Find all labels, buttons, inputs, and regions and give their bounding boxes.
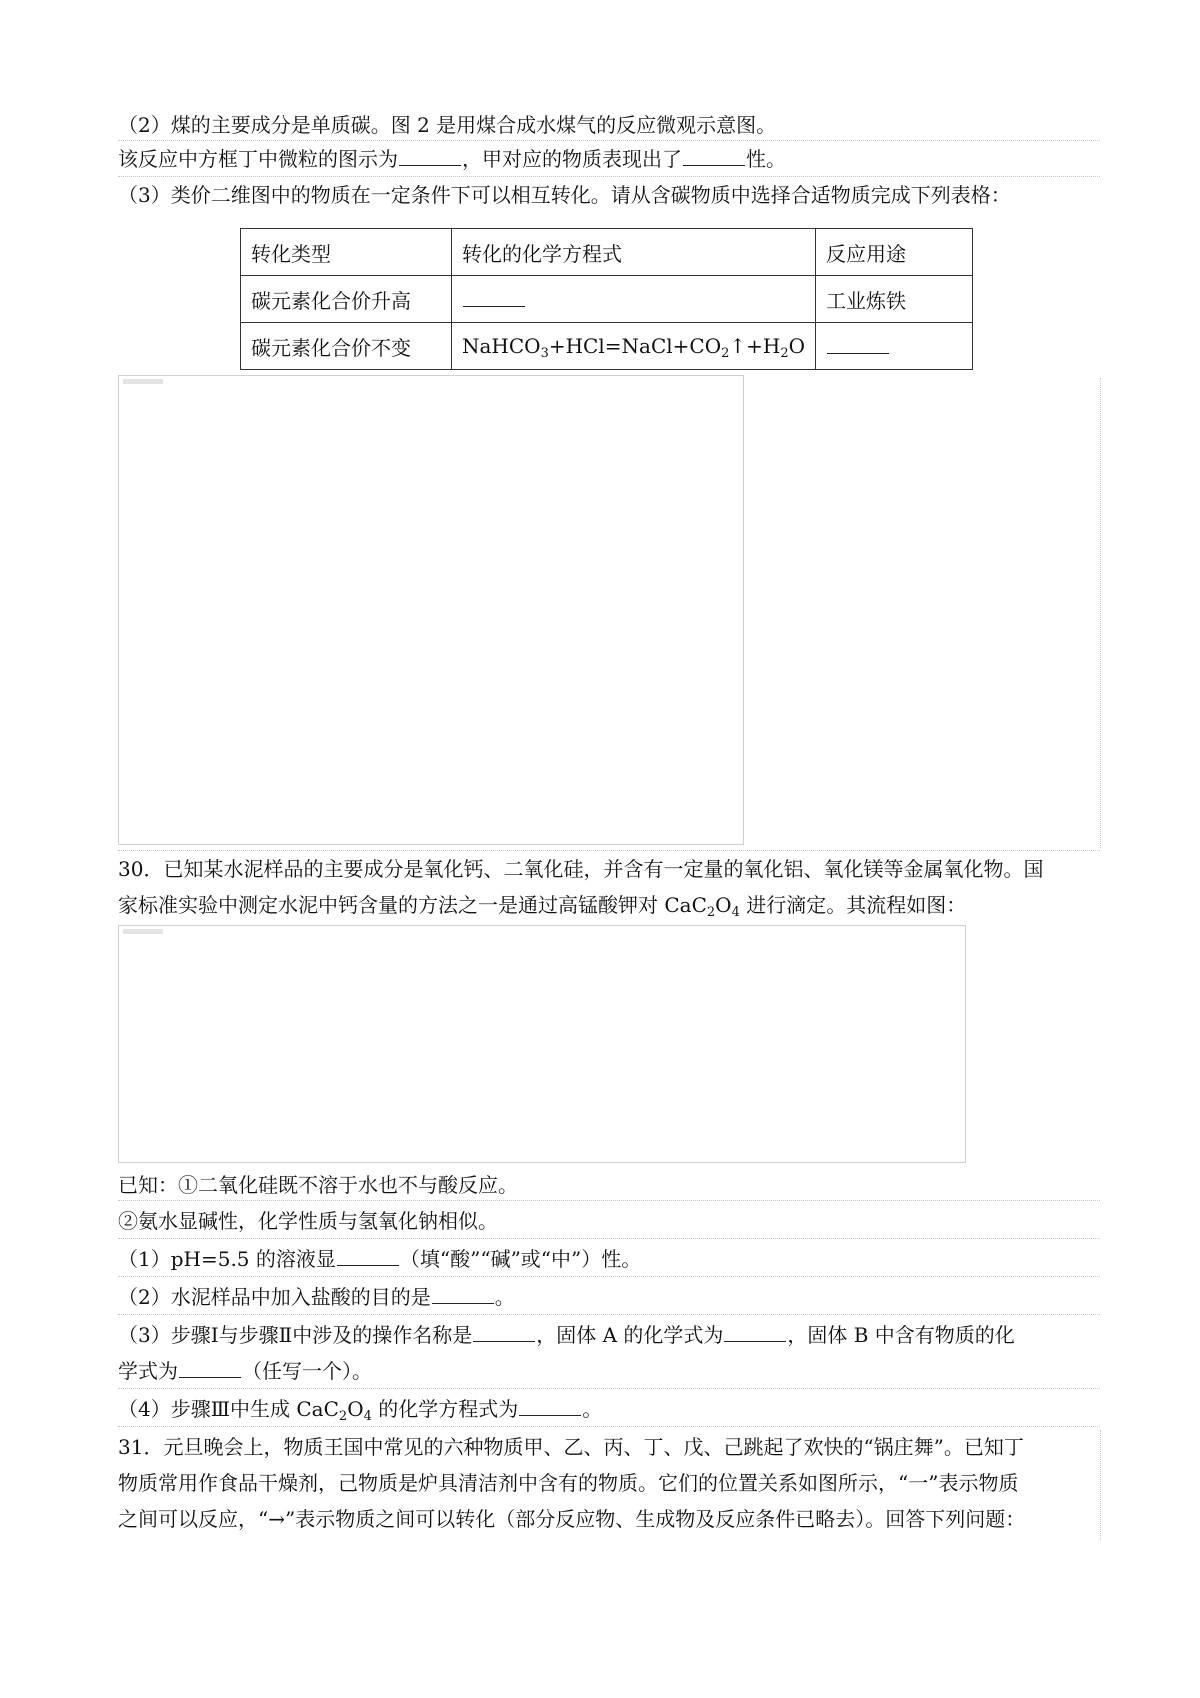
separator (118, 176, 1100, 177)
q30-part2: （2）水泥样品中加入盐酸的目的是 。 (118, 1285, 515, 1309)
figure-image (118, 375, 744, 845)
answer-blank[interactable] (399, 145, 461, 166)
table-cell-equation: $NaHCO_3+HCl=NaCl+CO_2↑+H_2O$ (452, 323, 816, 370)
separator (118, 1238, 1100, 1239)
q30-part3-line2: 学式为 （任写一个）。 (118, 1359, 372, 1383)
q30-known2: ②氨水显碱性，化学性质与氢氧化钠相似。 (118, 1209, 498, 1233)
separator (118, 1314, 1100, 1315)
table-row (241, 276, 973, 323)
table-row (241, 323, 973, 370)
table-header-cell: 转化类型 (241, 229, 452, 276)
answer-blank[interactable] (432, 1283, 494, 1304)
table-header-cell: 转化的化学方程式 (452, 229, 816, 276)
q31-line3: 之间可以反应，“→”表示物质之间可以转化（部分反应物、生成物及反应条件已略去）。回答下列问题： (118, 1507, 1026, 1531)
separator (118, 1388, 1100, 1389)
table-header-row (241, 229, 973, 276)
table-cell: 碳元素化合价升高 (241, 276, 452, 323)
conversion-table (240, 228, 973, 370)
q30-known1: 已知：①二氧化硅既不溶于水也不与酸反应。 (118, 1173, 518, 1197)
table-cell: 碳元素化合价不变 (241, 323, 452, 370)
answer-blank[interactable] (683, 145, 745, 166)
q31-line2: 物质常用作食品干燥剂，己物质是炉具清洁剂中含有的物质。它们的位置关系如图所示，“一”表示物质 (118, 1471, 1019, 1495)
q29-part2-line1: （2）煤的主要成分是单质碳。图 2 是用煤合成水煤气的反应微观示意图。 (118, 113, 777, 137)
separator (118, 1200, 1100, 1201)
image-tag (123, 929, 163, 934)
separator (1100, 1430, 1101, 1540)
flowchart-image (118, 925, 966, 1163)
separator (1100, 378, 1101, 848)
separator (118, 140, 1100, 141)
image-tag (123, 379, 163, 384)
answer-blank[interactable] (463, 286, 525, 307)
separator (118, 1276, 1100, 1277)
table-cell (816, 323, 973, 370)
answer-blank[interactable] (724, 1321, 786, 1342)
answer-blank[interactable] (473, 1321, 535, 1342)
answer-blank[interactable] (179, 1357, 241, 1378)
table-cell (452, 276, 816, 323)
q29-part3-line1: （3）类价二维图中的物质在一定条件下可以相互转化。请从含碳物质中选择合适物质完成下列表格： (118, 183, 1011, 207)
table-header-cell: 反应用途 (816, 229, 973, 276)
q30-intro-line1: 30．已知某水泥样品的主要成分是氧化钙、二氧化硅，并含有一定量的氧化铝、氧化镁等金属氧化物。国 (118, 857, 1044, 881)
q29-part2-line2: 该反应中方框丁中微粒的图示为 ，甲对应的物质表现出了 性。 (118, 147, 786, 171)
answer-blank[interactable] (519, 1395, 581, 1416)
answer-blank[interactable] (337, 1245, 399, 1266)
q31-line1: 31．元旦晚会上，物质王国中常见的六种物质甲、乙、丙、丁、戊、己跳起了欢快的“锅庄舞”。已知丁 (118, 1435, 1024, 1459)
q30-part1: （1）pH=5.5 的溶液显 （填“酸”“碱”或“中”）性。 (118, 1247, 642, 1271)
separator (118, 1426, 1100, 1427)
answer-blank[interactable] (827, 333, 889, 354)
table-cell: 工业炼铁 (816, 276, 973, 323)
q30-part3-line1: （3）步骤Ⅰ与步骤Ⅱ中涉及的操作名称是 ，固体 A 的化学式为 ，固体 B 中含有物质的化 (118, 1323, 1015, 1347)
separator (118, 850, 1100, 851)
q30-part4: （4）步骤Ⅲ中生成 $CaC_2O_4$ 的化学方程式为 。 (118, 1397, 603, 1424)
q30-intro-line2: 家标准实验中测定水泥中钙含量的方法之一是通过高锰酸钾对 $CaC_2O_4$ 进行滴定。其流程如图： (118, 893, 967, 920)
